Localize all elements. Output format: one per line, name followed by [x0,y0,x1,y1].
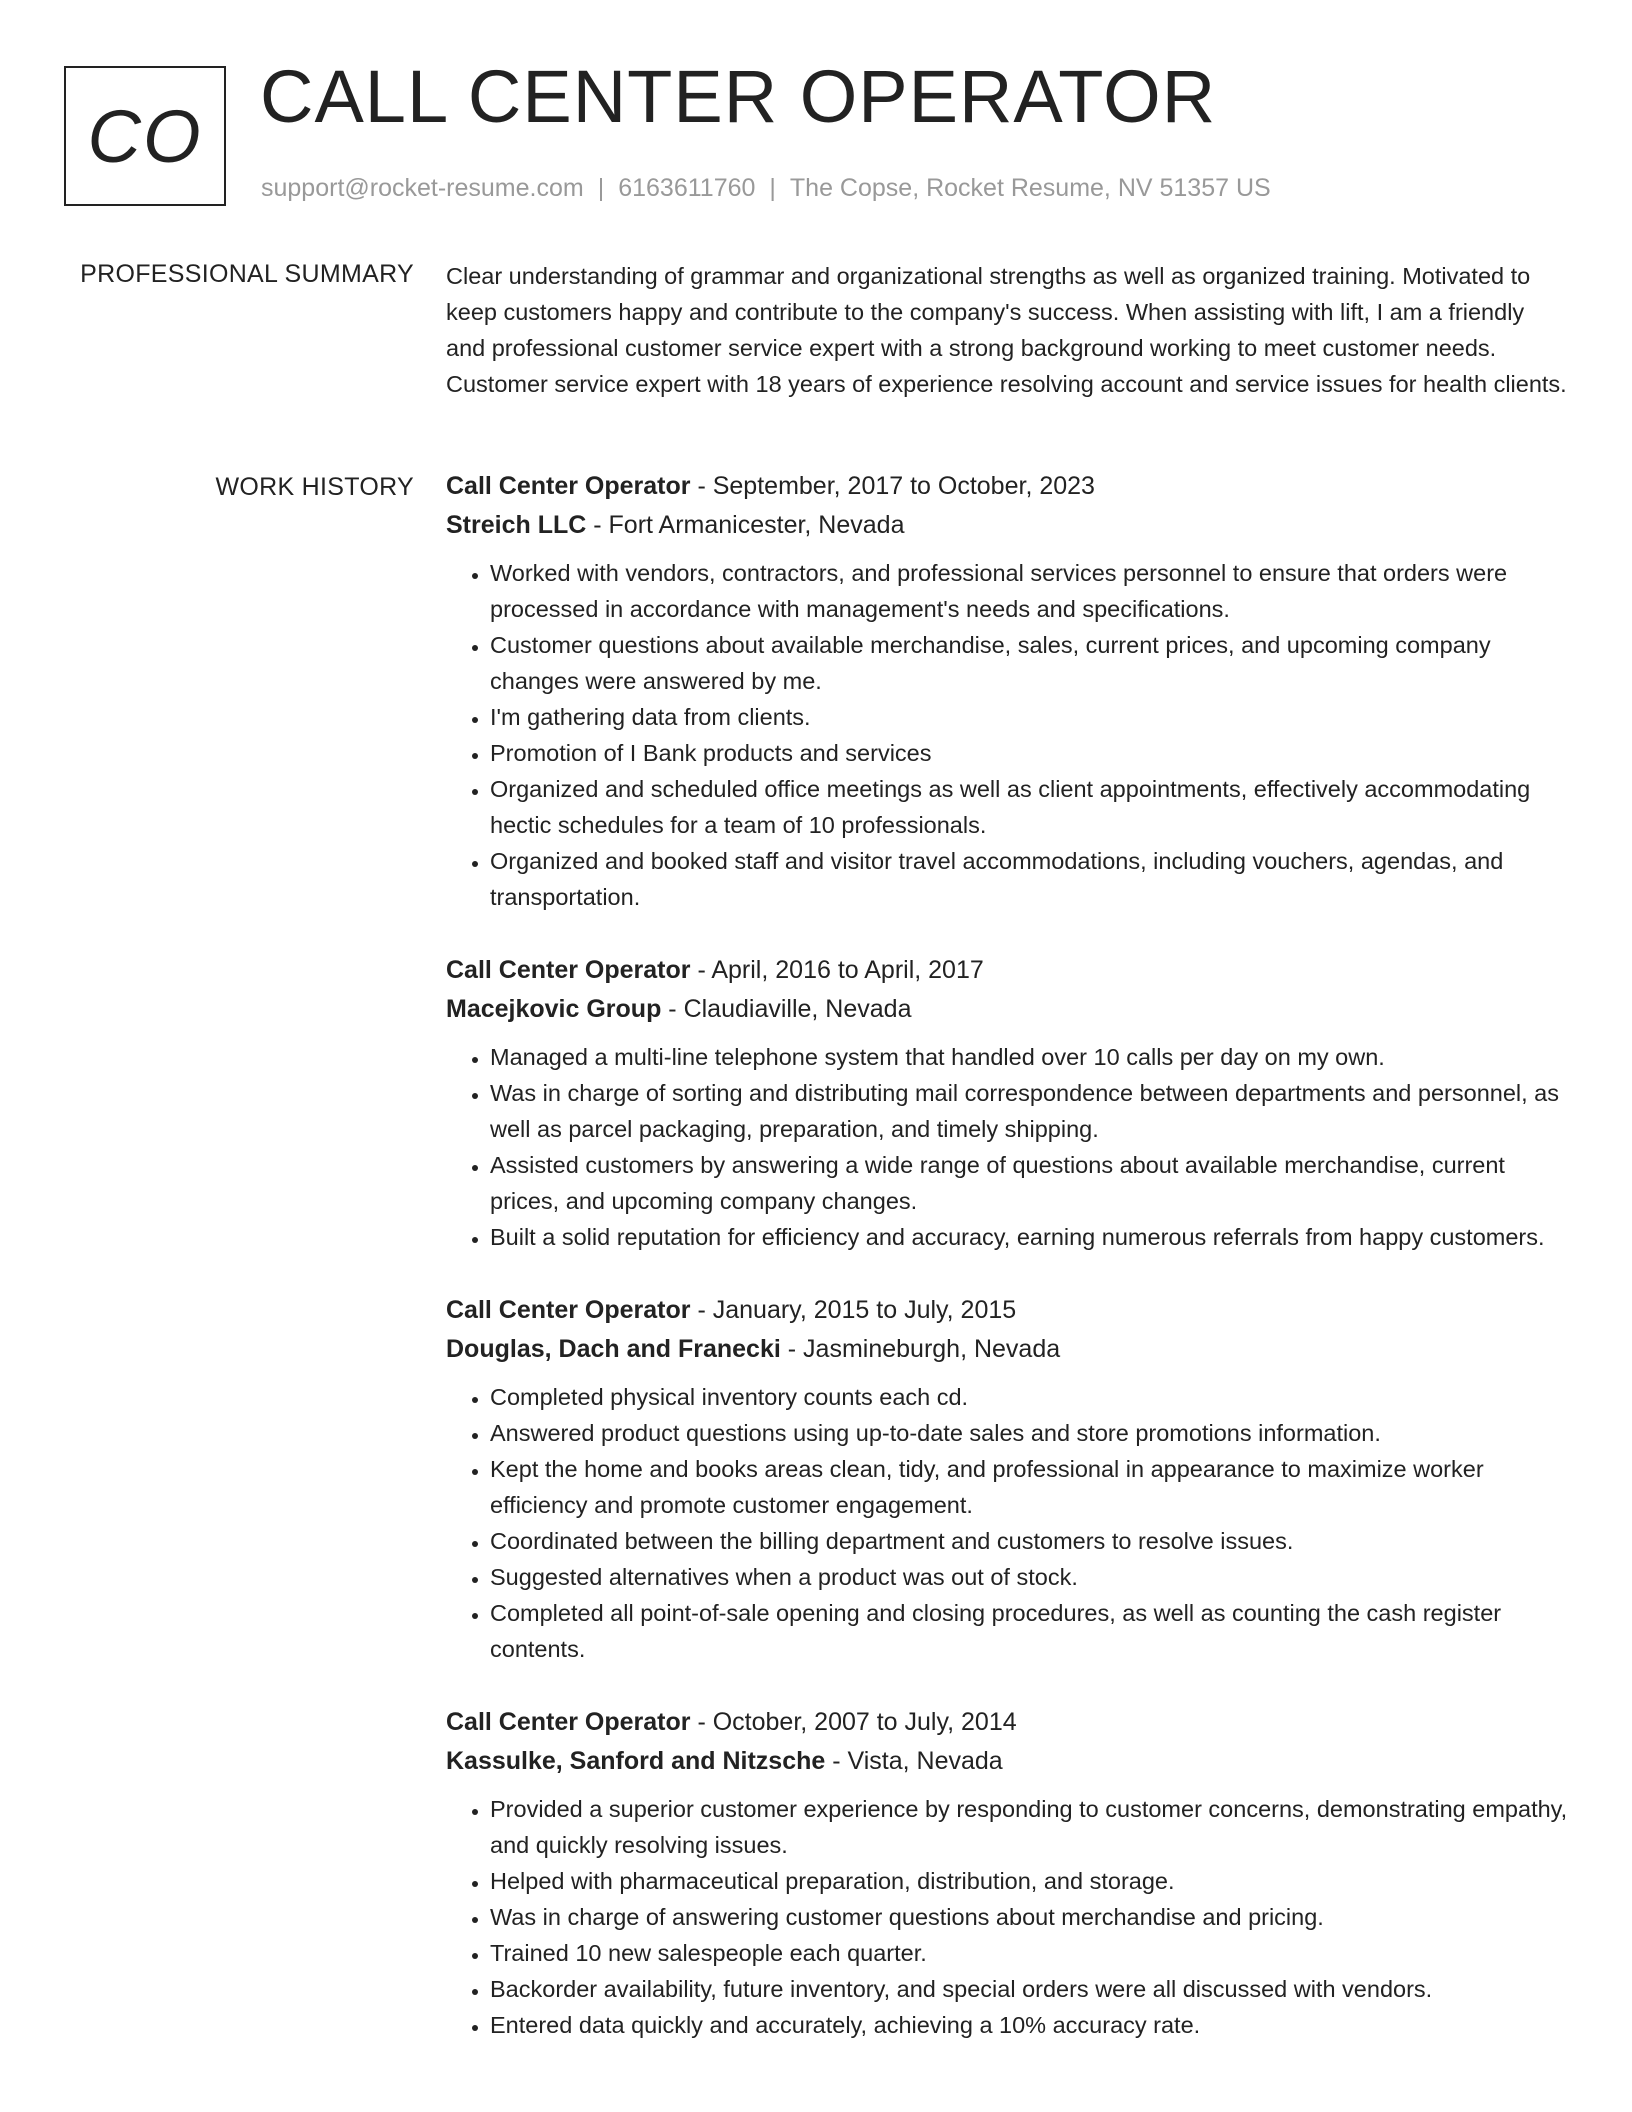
job-dates: - April, 2016 to April, 2017 [690,956,984,984]
job-title-line [446,951,1568,990]
contact-separator: | [769,174,776,202]
monogram-initials: CO [87,94,203,178]
job-bullet: • Promotion of I Bank products and services [490,735,1568,771]
job-location: - Vista, Nevada [825,1747,1003,1775]
job-title: Call Center Operator [446,956,691,984]
job-bullet: • Organized and booked staff and visitor travel accommodations, including vouchers, agendas, and transportation. [490,843,1568,915]
job-bullet: • Trained 10 new salespeople each quarter. [490,1935,1568,1971]
job-bullet: • Was in charge of answering customer questions about merchandise and pricing. [490,1899,1568,1935]
job-bullets [446,1379,1568,1667]
job-company: Kassulke, Sanford and Nitzsche [446,1747,826,1775]
job-bullet: • Coordinated between the billing department and customers to resolve issues. [490,1523,1568,1559]
job-entry [446,1291,1568,1667]
contact-phone[interactable]: 6163611760 [618,174,756,202]
job-location: - Claudiaville, Nevada [661,995,912,1023]
contact-separator: | [597,174,605,202]
job-bullet: • Managed a multi-line telephone system that handled over 10 calls per day on my own. [490,1039,1568,1075]
summary-body [446,258,1568,402]
job-title: Call Center Operator [446,1296,691,1324]
job-company: Macejkovic Group [446,995,662,1023]
job-company-line [446,1742,1568,1781]
job-entry [446,951,1568,1255]
section-heading-summary: PROFESSIONAL SUMMARY [80,260,414,288]
job-title-line [446,1291,1568,1330]
job-bullet: • Organized and scheduled office meetings as well as client appointments, effectively accommodating hectic schedules for a team of 10 professionals. [490,771,1568,843]
job-bullet: • Suggested alternatives when a product was out of stock. [490,1559,1568,1595]
monogram-box [64,66,226,206]
job-bullet: • Completed all point-of-sale opening and closing procedures, as well as counting the cash register contents. [490,1595,1568,1667]
job-bullet: • Helped with pharmaceutical preparation, distribution, and storage. [490,1863,1568,1899]
job-company: Douglas, Dach and Franecki [446,1335,781,1363]
job-title: Call Center Operator [446,1708,691,1736]
job-bullet: • Provided a superior customer experience by responding to customer concerns, demonstrating empathy, and quickly resolving issues. [490,1791,1568,1863]
job-location: - Fort Armanicester, Nevada [586,511,905,539]
job-title-line [446,1703,1568,1742]
job-dates: - January, 2015 to July, 2015 [690,1296,1017,1324]
contact-address: The Copse, Rocket Resume, NV 51357 US [789,174,1271,202]
job-entry [446,467,1568,915]
job-title-line [446,467,1568,506]
job-bullets [446,1039,1568,1255]
job-bullet: • I'm gathering data from clients. [490,699,1568,735]
job-bullet: • Worked with vendors, contractors, and professional services personnel to ensure that orders were processed in accordance with management's needs and specifications. [490,555,1568,627]
job-bullet: • Customer questions about available merchandise, sales, current prices, and upcoming company changes were answered by me. [490,627,1568,699]
work-history-body [446,467,1568,2079]
job-bullet: • Completed physical inventory counts each cd. [490,1379,1568,1415]
job-entry [446,1703,1568,2043]
job-company-line [446,990,1568,1029]
job-location: - Jasmineburgh, Nevada [780,1335,1061,1363]
job-bullet: • Assisted customers by answering a wide range of questions about available merchandise, current prices, and upcoming company changes. [490,1147,1568,1219]
job-bullets [446,555,1568,915]
contact-line [261,174,1271,203]
job-bullet: • Entered data quickly and accurately, achieving a 10% accuracy rate. [490,2007,1568,2043]
job-company: Streich LLC [446,511,587,539]
job-bullets [446,1791,1568,2043]
job-company-line [446,506,1568,545]
job-bullet: • Backorder availability, future inventory, and special orders were all discussed with vendors. [490,1971,1568,2007]
job-bullet: • Built a solid reputation for efficiency and accuracy, earning numerous referrals from happy customers. [490,1219,1568,1255]
job-title: Call Center Operator [446,472,691,500]
section-heading-work-history: WORK HISTORY [215,473,414,501]
job-bullet: • Was in charge of sorting and distributing mail correspondence between departments and personnel, as well as parcel packaging, preparation, and timely shipping. [490,1075,1568,1147]
contact-email[interactable]: support@rocket-resume.com [261,174,584,202]
job-dates: - October, 2007 to July, 2014 [690,1708,1017,1736]
job-bullet: • Answered product questions using up-to-date sales and store promotions information. [490,1415,1568,1451]
job-dates: - September, 2017 to October, 2023 [690,472,1095,500]
job-bullet: • Kept the home and books areas clean, tidy, and professional in appearance to maximize worker efficiency and promote customer engagement. [490,1451,1568,1523]
resume-title: CALL CENTER OPERATOR [260,55,1217,138]
summary-text: Clear understanding of grammar and organizational strengths as well as organized training. Motivated to keep customers happy and contribute to the company's success. When assisting with lift, I am a friendly and professional customer service expert with a strong background working to meet customer needs. Customer service expert with 18 years of experience resolving account and service issues for health clients. [446,263,1567,397]
job-company-line [446,1330,1568,1369]
